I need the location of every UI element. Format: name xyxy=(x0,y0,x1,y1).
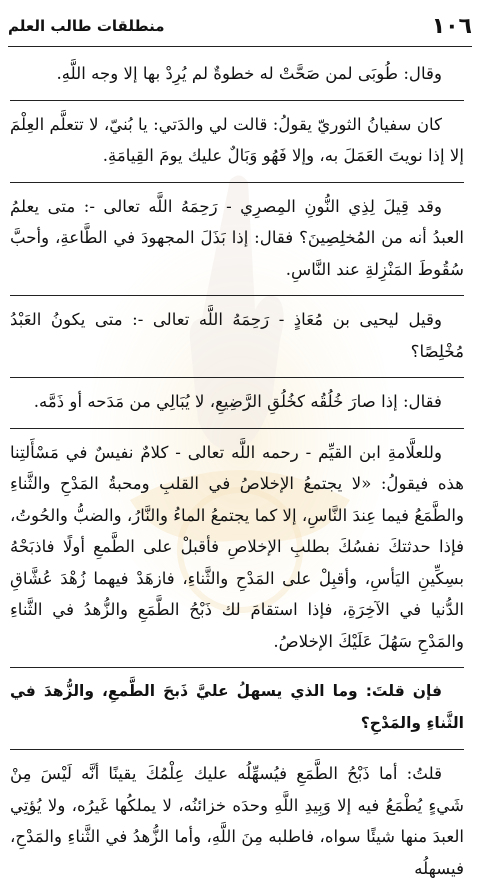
divider xyxy=(10,377,464,378)
divider xyxy=(10,100,464,101)
paragraph: قلتُ: أما ذَبْحُ الطَّمَعِ فيُسهِّلُه عليك عِلْمُكَ يقينًا أنَّه لَيْسَ مِنْ شَيءٍ يُطْمَعُ فيه إلا وَبِيدِ اللَّهِ وحدَه خزائنُه، لا يملكُها غَيرُه، ولا يُؤتِي العبدَ منها شيئًا سواه، فاطلبه مِنَ اللَّهِ، وأما الزُّهدُ في الثَّناءِ والمَدْحِ، فيسهلُه xyxy=(10,764,464,878)
paragraph: وقال: طُوبَى لمن صَحَّتْ له خطوةٌ لم يُرِدْ بها إلا وجه اللَّهِ. xyxy=(56,64,442,83)
divider xyxy=(10,667,464,668)
header-divider xyxy=(8,46,472,47)
running-title: منطلقات طالب العلم xyxy=(8,17,165,35)
question-heading: فإن قلتَ: وما الذي يسهلُ عليَّ ذَبحَ الطَّمعِ، والزُّهدَ في الثَّناءِ والمَدْحِ؟ xyxy=(10,682,464,732)
page-body xyxy=(10,58,464,878)
paragraph: وقيل ليحيى بن مُعَاذٍ - رَحِمَهُ اللَّه تعالى -: متى يكونُ العَبْدُ مُخْلِصًا؟ xyxy=(10,310,464,361)
paragraph: كان سفيانُ الثوريّ يقولُ: قالت لي والدَتي: يا بُنيّ، لا تتعلَّم العِلْمَ إلا إذا نويتَ العَمَلَ به، وإلا فَهُو وَبَالٌ عليك يومَ القِيامَةِ. xyxy=(10,114,464,165)
paragraph: وللعلَّامةِ ابن القيِّم - رحمه اللَّه تعالى - كلامٌ نفيسٌ في مَسْأَلتِنا هذه فيقولُ: «لا يجتمعُ الإخلاصُ في القلبِ ومحبةُ المَدْحِ والثَّناءِ والطَّمَعُ فيما عِندَ النَّاسِ، إلا كما يجتمعُ الماءُ والنَّارُ، والضبُّ والحُوتُ، فإذا حدثتكَ نفسُكَ بطلبِ الإخلاصِ فأقبلْ على الطَّمعِ أولًا فاذبَحْهُ بسِكِّينِ اليَأسِ، وأقبِلْ على المَدْحِ والثَّناءِ، فازهَدْ فيهما زُهْدَ عُشَّاقِ الدُّنيا في الآخِرَةِ، فإذا استقامَ لك ذَبْحُ الطَّمَعِ والزُّهدُ في الثَّناءِ والمَدْحِ سَهُلَ عَلَيْكَ الإخلاصُ. xyxy=(10,442,464,651)
divider xyxy=(10,295,464,296)
paragraph: وقد قِيلَ لِذِي النُّونِ المِصرِي - رَحِمَهُ اللَّه تعالى -: متى يعلمُ العبدُ أنه من المُخلِصِينَ؟ فقال: إذا بَذَلَ المجهودَ في الطَّاعةِ، وأحبَّ سُقُوطَ المَنْزِلةِ عند النَّاسِ. xyxy=(10,196,464,279)
paragraph: فقال: إذا صارَ خُلُقُه كخُلُقِ الرَّضِيعِ، لا يُبَالِي من مَدَحه أو ذَمَّه. xyxy=(33,392,442,411)
page-number: ١٠٦ xyxy=(431,13,472,39)
page-header xyxy=(8,6,472,46)
divider xyxy=(10,749,464,750)
divider xyxy=(10,182,464,183)
divider xyxy=(10,428,464,429)
